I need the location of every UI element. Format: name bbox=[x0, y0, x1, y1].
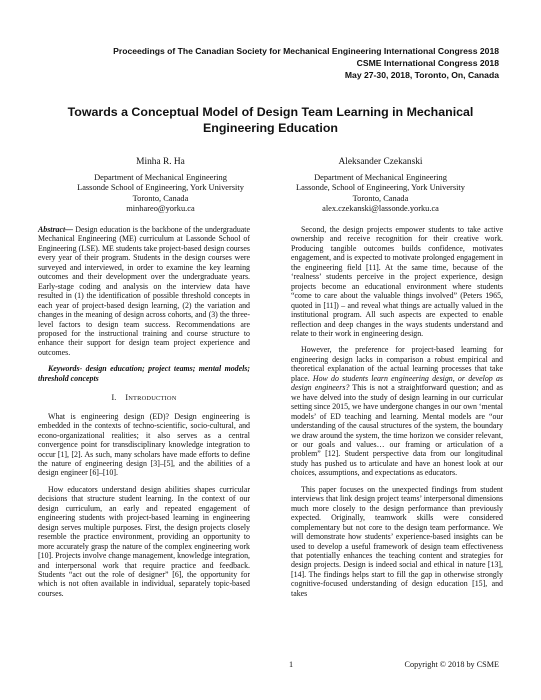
body-paragraph: Second, the design projects empower students to take active ownership and receive recognition for their creative work. Producing tangible outcomes builds confidence, motivates engagement, and is expected to motivate prolonged engagement in the engineering field [11]. At the same time, because of the ‘realness’ students perceive in the project experience, design projects become an educational environment where students “come to care about the valuable things involved” (Peters 1965, quoted in [11]) – and reveal what things are actually valued in the institutional program. All such aspects are expected to enable reflection and deep changes in the ways students understand and relate to their work in engineering design. bbox=[291, 225, 503, 338]
research-question: How do students learn engineering design, or develop as design engineers? bbox=[291, 373, 503, 393]
paragraph-text: This is not a straightforward question; and as we have delved into the study of design learning in our curricular setting since 2015, we have undergone changes in our own ‘mental models’ of ED teaching and learning. Mental models are “our understanding of the causal structures of the system, the boundary we draw around the system, the time horizon we consider relevant, or our goals and values… our framing or articulation of a problem” [12]. Student perspective data from our longitudinal study has pushed us to articulate and have an honest look at our choices, assumptions, and expectations as educators. bbox=[291, 383, 503, 478]
proceedings-header bbox=[79, 45, 499, 82]
author-email: minhareo@yorku.ca bbox=[126, 204, 195, 214]
author-school: Lassonde, School of Engineering, York University bbox=[296, 183, 465, 193]
right-column bbox=[291, 225, 503, 605]
author-city: Toronto, Canada bbox=[352, 193, 409, 203]
keywords-text: design education; project teams; mental models; threshold concepts bbox=[38, 364, 250, 383]
author-school: Lassonde School of Engineering, York University bbox=[77, 183, 244, 193]
paper-title: Towards a Conceptual Model of Design Team Learning in Mechanical Engineering Education bbox=[67, 105, 474, 135]
copyright-notice: Copyright © 2018 by CSME bbox=[404, 660, 499, 669]
author-name: Minha R. Ha bbox=[136, 157, 185, 167]
body-paragraph: What is engineering design (ED)? Design engineering is embedded in the contexts of techno-scientific, socio-cultural, and econo-organizational realities; it also serves as a central convergence point for transdisciplinary knowledge integration to occur [1], [2]. As such, many scholars have made efforts to define the nature of engineering design [3]–[5], and the abilities of a design engineer [6]–[10]. bbox=[38, 411, 250, 478]
author-city: Toronto, Canada bbox=[132, 193, 189, 203]
author-block-2 bbox=[278, 157, 483, 215]
author-name: Aleksander Czekanski bbox=[338, 157, 423, 167]
body-paragraph: How educators understand design abilities shapes curricular decisions that structure student learning. In the context of our design curriculum, an early and repeated engagement of engineering students with project-based learning in engineering design serves multiple purposes. First, the design projects closely resemble the practice environment, providing an opportunity to more accurately grasp the nature of the complex engineering work [10]. Projects involve change management, knowledge integration, and interpersonal work that require practice and feedback. Students “act out the role of designer” [6], the opportunity for which is not often available in individual, separately topic-based courses. bbox=[38, 484, 250, 598]
header-line-congress: CSME International Congress 2018 bbox=[356, 58, 499, 69]
abstract-text: Design education is the backbone of the undergraduate Mechanical Engineering (ME) curriculum at Lassonde School of Engineering (LSE). ME students take project-based design courses every year of their program. Students in the design courses were surveyed and interviewed, in order to examine the key learning outcomes and their development over the undergraduate years. Early-stage coding and analysis on the interview data have resulted in (1) the identification of possible threshold concepts in each year of project-based design learning, (2) the variation and changes in the meaning of design across cohorts, and (3) the three-level factors to design team success. Recommendations are proposed for the instructional training and course structure to enhance their support for design team project experience and outcomes. bbox=[38, 225, 250, 357]
abstract-label: Abstract— bbox=[38, 225, 74, 234]
paragraph-text: However, the preference for project-based learning for engineering design lacks in comparison a robust empirical and theoretical explanation of the actual learning processes that take place. bbox=[291, 345, 503, 383]
left-column bbox=[38, 225, 250, 605]
author-department: Department of Mechanical Engineering bbox=[94, 172, 227, 182]
section-first-letter: I bbox=[125, 393, 129, 403]
section-heading-introduction bbox=[38, 393, 250, 403]
abstract bbox=[38, 225, 250, 357]
section-numeral: I. bbox=[111, 393, 117, 403]
keywords bbox=[38, 364, 250, 383]
body-paragraph bbox=[291, 345, 503, 477]
keywords-label: Keywords- bbox=[48, 364, 83, 374]
body-paragraph: This paper focuses on the unexpected findings from student interviews that link design project teams’ interpersonal dimensions much more closely to the design performance than previously expected. Originally, teamwork skills were considered complementary but not core to the design team performance. We will demonstrate how students’ experience-based insights can be used to develop a useful framework of design team effectiveness that potentially enhances the teaching content and strategies for design projects. Design is indeed social and ethical in nature [13], [14]. The findings helps start to fill the gap in otherwise strongly cognitive-focused understanding of design education [15], and takes bbox=[291, 484, 503, 598]
author-department: Department of Mechanical Engineering bbox=[314, 172, 447, 182]
header-line-date: May 27-30, 2018, Toronto, On, Canada bbox=[344, 70, 499, 81]
section-title-rest: NTRODUCTION bbox=[128, 395, 177, 403]
author-block-1 bbox=[58, 157, 263, 215]
page-number: 1 bbox=[289, 660, 294, 669]
header-line-proceedings: Proceedings of The Canadian Society for Mechanical Engineering International Congress 2018 bbox=[113, 46, 499, 56]
author-email: alex.czekanski@lassonde.yorku.ca bbox=[322, 204, 439, 214]
